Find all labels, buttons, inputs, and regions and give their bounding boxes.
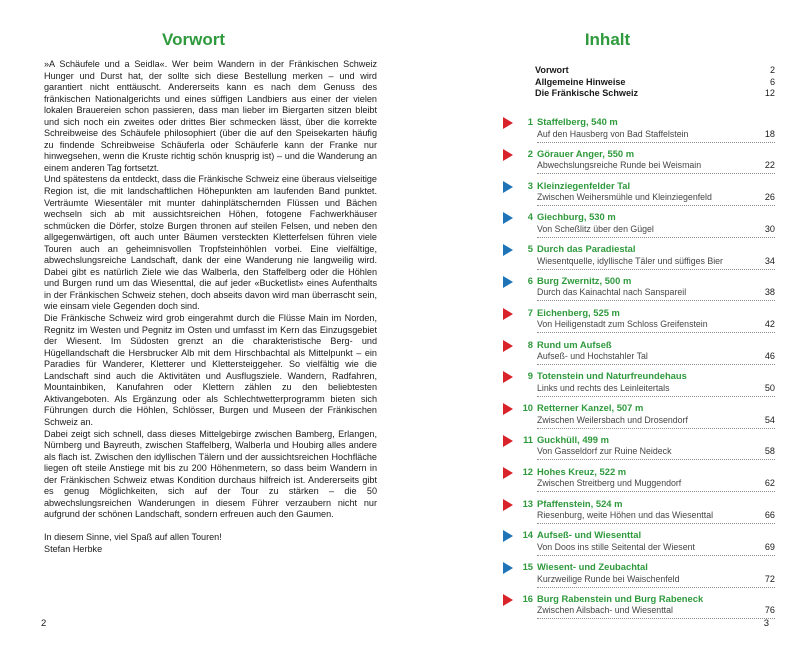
toc-entry[interactable] — [497, 495, 775, 527]
dotted-divider — [537, 396, 775, 397]
tour-marker-icon — [503, 530, 513, 542]
foreword-text — [44, 59, 377, 555]
tour-title: Rund um Aufseß — [537, 338, 612, 350]
page-number-right: 3 — [763, 618, 769, 629]
tour-subtitle: Zwischen Weihersmühle und Kleinziegenfeld — [537, 192, 712, 203]
tour-page-number: 38 — [764, 287, 775, 298]
foreword-signature: Stefan Herbke — [44, 543, 103, 554]
tour-number: 10 — [522, 402, 533, 414]
tour-marker-icon — [503, 499, 513, 511]
tour-marker-icon — [503, 340, 513, 352]
tour-number: 15 — [522, 561, 533, 573]
tour-subtitle: Zwischen Ailsbach- und Wiesenttal — [537, 605, 673, 616]
tour-title: Totenstein und Naturfreundehaus — [537, 370, 687, 382]
dotted-divider — [537, 300, 775, 301]
tour-page-number: 26 — [764, 192, 775, 203]
tour-number: 11 — [523, 433, 533, 445]
tour-number: 16 — [522, 592, 533, 604]
tour-title: Görauer Anger, 550 m — [537, 147, 635, 159]
tour-number: 1 — [527, 116, 533, 127]
toc-entry[interactable] — [497, 367, 775, 399]
tour-marker-icon — [503, 212, 513, 224]
dotted-divider — [537, 173, 775, 174]
tour-number: 14 — [522, 529, 533, 541]
toc-entry[interactable] — [497, 431, 775, 463]
tour-subtitle: Von Doos ins stille Seitental der Wiesent — [537, 541, 695, 552]
tour-title: Durch das Paradiestal — [537, 243, 636, 255]
tour-title: Giechburg, 530 m — [537, 211, 616, 223]
toc-entry[interactable] — [497, 145, 775, 177]
toc-front-matter — [535, 65, 775, 100]
tour-page-number: 54 — [764, 414, 775, 425]
tour-subtitle: Links und rechts des Leinleitertals — [537, 382, 670, 393]
tour-number: 13 — [522, 497, 533, 509]
tour-number: 7 — [527, 306, 533, 318]
toc-entry[interactable] — [497, 399, 775, 431]
tour-title: Hohes Kreuz, 522 m — [537, 465, 627, 477]
dotted-divider — [537, 364, 775, 365]
toc-entry[interactable] — [497, 526, 775, 558]
tour-marker-icon — [503, 594, 513, 606]
tour-subtitle: Riesenburg, weite Höhen und das Wiesenttal — [537, 510, 714, 521]
dotted-divider — [537, 459, 775, 460]
tour-page-number: 18 — [764, 128, 775, 139]
tour-number: 9 — [527, 370, 533, 382]
tour-title: Staffelberg, 540 m — [537, 116, 618, 127]
tour-number: 4 — [527, 211, 533, 223]
tour-subtitle: Wiesentquelle, idyllische Täler und süffiges Bier — [537, 255, 723, 266]
tour-marker-icon — [503, 403, 513, 415]
foreword-paragraph-1: »A Schäufele und a Seidla«. Wer beim Wandern in der Fränkischen Schweiz Hunger und Durst hat, der sollte sich diese Bestellung merken – und wird garantiert nicht enttäuscht. Andererseits kann es nach dem Genuss des fränkischen Nationalgerichts und eines süffigen Landbiers aus einer der vielen lokalen Brauereien schon passieren, dass man lieber im Biergarten sitzen bleibt und sich noch ein zweites oder drittes Bier schmecken lässt, über die korrekte Schreibweise des Schäufele philosophiert (über die auf den Speisekarten häufig zu findende Schreibweise Schäuferla oder Schäuferle kann der Franke nur hinwegsehen, wenn die Kruste richtig schön knusprig ist) – und die Wanderung an einem anderen Tag fortsetzt. — [44, 59, 377, 173]
dotted-divider — [537, 491, 775, 492]
tour-title: Aufseß- und Wiesenttal — [537, 529, 642, 541]
tour-title: Burg Zwernitz, 500 m — [537, 274, 632, 286]
toc-front-label: Die Fränkische Schweiz — [535, 88, 639, 98]
tour-page-number: 30 — [764, 223, 775, 234]
toc-entry[interactable] — [497, 208, 775, 240]
tour-subtitle: Kurzweilige Runde bei Waischenfeld — [537, 573, 680, 584]
toc-front-label: Allgemeine Hinweise — [535, 76, 626, 87]
tour-marker-icon — [503, 467, 513, 479]
toc-front-item[interactable] — [535, 77, 775, 89]
tour-marker-icon — [503, 435, 513, 447]
tour-number: 2 — [527, 147, 533, 159]
page-title-inhalt: Inhalt — [584, 30, 631, 49]
toc-entry[interactable] — [497, 113, 775, 145]
tour-marker-icon — [503, 149, 513, 161]
toc-front-item[interactable] — [535, 88, 775, 100]
toc-entry[interactable] — [497, 463, 775, 495]
tour-title: Wiesent- und Zeubachtal — [537, 561, 648, 573]
toc-entry[interactable] — [497, 177, 775, 209]
dotted-divider — [537, 237, 775, 238]
tour-page-number: 58 — [764, 446, 775, 457]
toc-entry[interactable] — [497, 240, 775, 272]
right-page — [405, 0, 810, 648]
tour-page-number: 72 — [764, 573, 775, 584]
tour-title: Kleinziegenfelder Tal — [537, 179, 631, 191]
tour-number: 5 — [527, 243, 533, 255]
tour-page-number: 69 — [764, 541, 775, 552]
tour-marker-icon — [503, 308, 513, 320]
tour-marker-icon — [503, 276, 513, 288]
foreword-paragraph-2: Und spätestens da entdeckt, dass die Fränkische Schweiz eine überaus vielseitige Region ist, die mit landschaftlichen Höhepunkten am laufenden Band punktet. Verträumte Wiesentäler mit munter dahinplätschernden Flüssen und Bächen wechseln sich ab mit aussichtsreichen Höhen, fotogene Fachwerkhäuser schmücken die Dörfer, stolze Burgen thronen auf steilen Felsen, und neben den allgegenwärtigen, oft auch unter Bäumen versteckten Kletterfelsen führen viele Touren auch an geheimnisvollen Tropfsteinhöhlen vorbei. Eine vielfältige, abwechslungsreiche Landschaft, dank der eine Wanderung nie langweilig wird. Dabei gibt es natürlich Ziele wie das Walberla, den Staffelberg oder die Höhlen und Burgen rund um das Wiesenttal, die auf jeder «Bucketlist» eines Aufenthalts in der Fränkischen Schweiz stehen, doch abseits davon wird man überrascht sein, wie einsam viele Gegenden doch sind. — [44, 174, 377, 312]
dotted-divider — [537, 587, 775, 588]
tour-marker-icon — [503, 181, 513, 193]
tour-page-number: 50 — [764, 382, 775, 393]
toc-entry[interactable] — [497, 304, 775, 336]
tour-page-number: 34 — [764, 255, 775, 266]
tour-marker-icon — [503, 244, 513, 256]
tour-subtitle: Zwischen Streitberg und Muggendorf — [537, 478, 682, 489]
tour-marker-icon — [503, 117, 513, 129]
tour-page-number: 46 — [764, 351, 775, 362]
tour-title: Burg Rabenstein und Burg Rabeneck — [537, 592, 704, 604]
tour-number: 3 — [527, 179, 533, 191]
tour-title: Retterner Kanzel, 507 m — [537, 402, 644, 414]
tour-title: Pfaffenstein, 524 m — [537, 497, 623, 509]
tour-subtitle: Abwechslungsreiche Runde bei Weismain — [537, 160, 702, 171]
tour-page-number: 62 — [764, 478, 775, 489]
page-title-vorwort: Vorwort — [162, 30, 225, 49]
tour-marker-icon — [503, 371, 513, 383]
dotted-divider — [537, 428, 775, 429]
foreword-paragraph-4: Dabei zeigt sich schnell, dass dieses Mittelgebirge zwischen Bamberg, Erlangen, Nürnberg und Bayreuth, zwischen Staffelberg, Walberla und Houbirg alles andere als flach ist. Zwischen den idyllischen Tälern und der aussichtsreichen Hochfläche liegen oft steile Anstiege mit bis zu 200 Höhenmetern, so dass beim Wandern in der Fränkischen Schweiz etwas Kondition durchaus hilfreich ist. Andererseits gibt es genug Möglichkeiten, sich auf der Tour zu stärken – die 50 abwechslungsreichen Wanderungen in diesem Führer verzaubern nicht nur aufgrund der schönen Landschaft, sondern erfreuen auch den Gaumen. — [44, 428, 377, 520]
tour-marker-icon — [503, 562, 513, 574]
toc-front-label: Vorwort — [535, 65, 569, 75]
tour-page-number: 76 — [764, 605, 775, 616]
dotted-divider — [537, 142, 775, 143]
tour-number: 12 — [522, 465, 533, 477]
dotted-divider — [537, 618, 775, 619]
tour-subtitle: Zwischen Weilersbach und Drosendorf — [537, 414, 688, 425]
dotted-divider — [537, 555, 775, 556]
tour-subtitle: Von Scheßlitz über den Gügel — [537, 223, 654, 234]
dotted-divider — [537, 523, 775, 524]
toc-entry[interactable] — [497, 590, 775, 622]
toc-front-page: 2 — [769, 65, 775, 75]
toc-front-item[interactable] — [535, 65, 775, 77]
tour-subtitle: Aufseß- und Hochstahler Tal — [537, 351, 648, 362]
dotted-divider — [537, 205, 775, 206]
toc-entry[interactable] — [497, 272, 775, 304]
tour-number: 6 — [527, 274, 533, 286]
toc-entry[interactable] — [497, 558, 775, 590]
tour-subtitle: Von Heiligenstadt zum Schloss Greifenstein — [537, 319, 708, 330]
tour-page-number: 42 — [764, 319, 775, 330]
page-number-left: 2 — [41, 618, 47, 629]
tour-page-number: 22 — [764, 160, 775, 171]
toc-front-page: 6 — [769, 76, 775, 87]
tour-page-number: 66 — [764, 510, 775, 521]
dotted-divider — [537, 269, 775, 270]
tour-title: Guckhüll, 499 m — [537, 433, 609, 445]
tour-number: 8 — [527, 338, 533, 350]
tour-subtitle: Auf den Hausberg von Bad Staffelstein — [537, 128, 689, 139]
toc-front-page: 12 — [764, 88, 775, 98]
toc-tour-list — [497, 113, 775, 622]
tour-subtitle: Von Gasseldorf zur Ruine Neideck — [537, 446, 672, 457]
tour-title: Eichenberg, 525 m — [537, 306, 620, 318]
foreword-paragraph-3: Die Fränkische Schweiz wird grob eingerahmt durch die Flüsse Main im Norden, Regnitz im Westen und Pegnitz im Osten und umfasst im Kern das Einzugsgebiet der Wiesent. Im Südosten grenzt an die charakteristische Berg- und Hügellandschaft die Hersbrucker Alb mit dem Hirschbachtal als Mittelpunkt – ein Paradies für Wanderer, Kletterer und Klettersteiggeher. So vielfältig wie die Landschaft sind auch die Aktivitäten und Ausflugsziele. Wandern, Radfahren, Mountainbiken, Kanufahren oder Klettern zählen zu den beliebtesten Aktivangeboten. Als Ergänzung oder als Schlechtwetterprogramm bieten sich Führungen durch die Höhlen, Schlösser, Burgen und Museen der Fränkischen Schweiz an. — [44, 313, 377, 427]
foreword-closing: In diesem Sinne, viel Spaß auf allen Touren! — [44, 532, 222, 543]
tour-subtitle: Durch das Kainachtal nach Sanspareil — [537, 287, 687, 298]
toc-entry[interactable] — [497, 336, 775, 368]
dotted-divider — [537, 332, 775, 333]
